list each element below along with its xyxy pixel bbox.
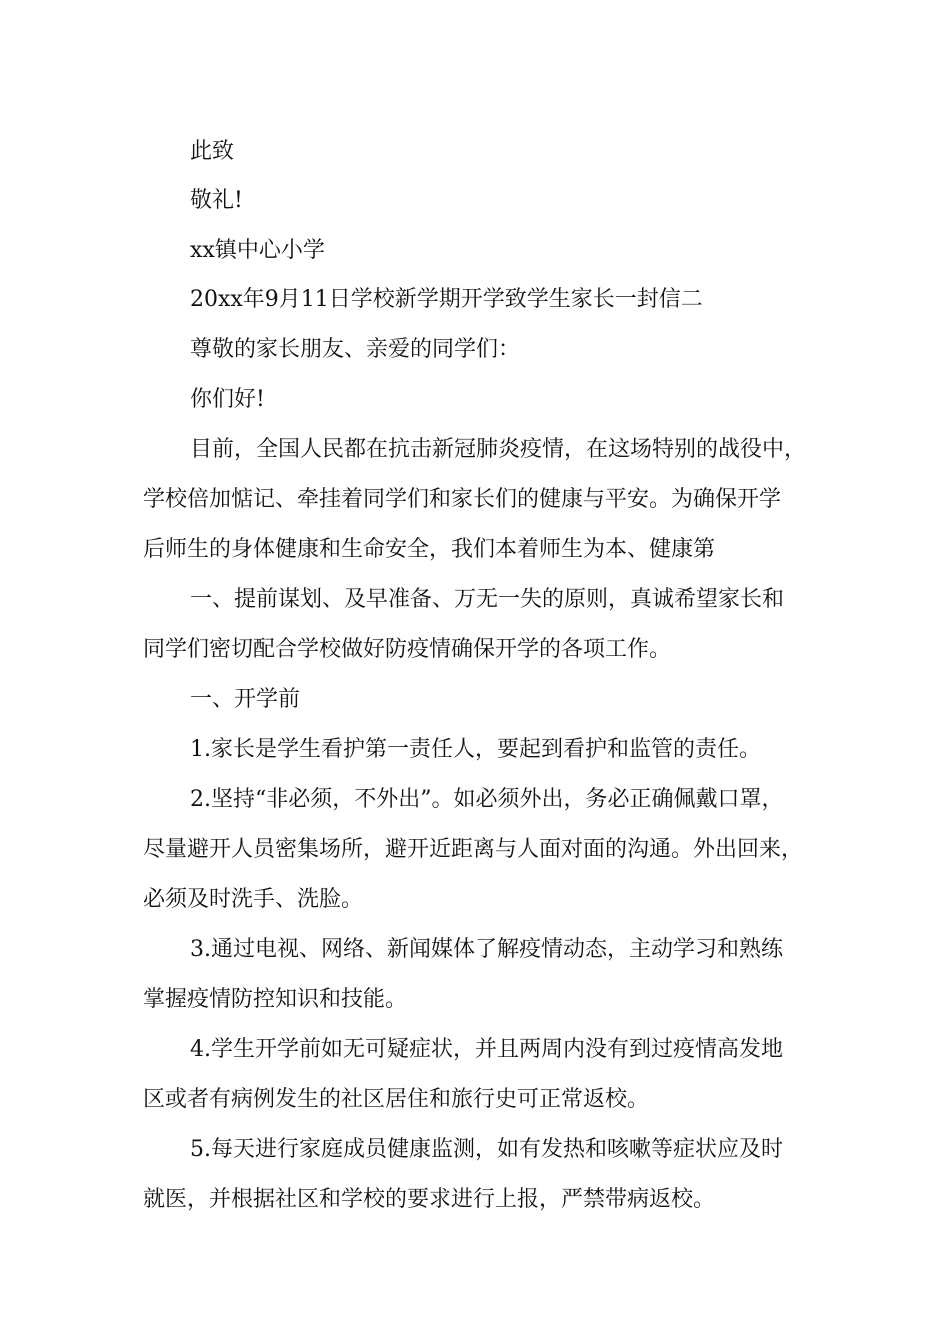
list-item-continuation: 就医，并根据社区和学校的要求进行上报，严禁带病返校。 — [143, 1187, 716, 1212]
list-item-continuation: 必须及时洗手、洗脸。 — [143, 887, 364, 912]
greeting-hello: 你们好! — [190, 387, 265, 412]
paragraph-line: 目前，全国人民都在抗击新冠肺炎疫情，在这场特别的战役中， — [190, 437, 807, 462]
list-item: 1.家长是学生看护第一责任人，要起到看护和监管的责任。 — [190, 737, 761, 762]
list-item: 3.通过电视、网络、新闻媒体了解疫情动态，主动学习和熟练 — [190, 937, 783, 962]
paragraph-line: 一、提前谋划、及早准备、万无一失的原则，真诚希望家长和 — [190, 587, 785, 612]
list-item: 4.学生开学前如无可疑症状，并且两周内没有到过疫情高发地 — [190, 1037, 783, 1062]
signature-school: xx镇中心小学 — [190, 238, 325, 263]
letter-title: 20xx年9月11日学校新学期开学致学生家长一封信二 — [190, 287, 703, 312]
closing-regards: 敬礼! — [190, 188, 243, 213]
list-item-continuation: 尽量避开人员密集场所，避开近距离与人面对面的沟通。外出回来， — [143, 837, 804, 862]
section-heading: 一、开学前 — [190, 687, 301, 712]
paragraph-line: 学校倍加惦记、牵挂着同学们和家长们的健康与平安。为确保开学 — [143, 487, 782, 512]
closing-salutation: 此致 — [190, 139, 235, 164]
greeting: 尊敬的家长朋友、亲爱的同学们： — [190, 337, 521, 362]
list-item-continuation: 区或者有病例发生的社区居住和旅行史可正常返校。 — [143, 1087, 650, 1112]
paragraph-line: 同学们密切配合学校做好防疫情确保开学的各项工作。 — [143, 637, 672, 662]
paragraph-line: 后师生的身体健康和生命安全，我们本着师生为本、健康第 — [143, 537, 716, 562]
list-item-continuation: 掌握疫情防控知识和技能。 — [143, 987, 408, 1012]
list-item: 5.每天进行家庭成员健康监测，如有发热和咳嗽等症状应及时 — [190, 1137, 783, 1162]
list-item: 2.坚持“非必须，不外出”。如必须外出，务必正确佩戴口罩， — [190, 787, 784, 812]
